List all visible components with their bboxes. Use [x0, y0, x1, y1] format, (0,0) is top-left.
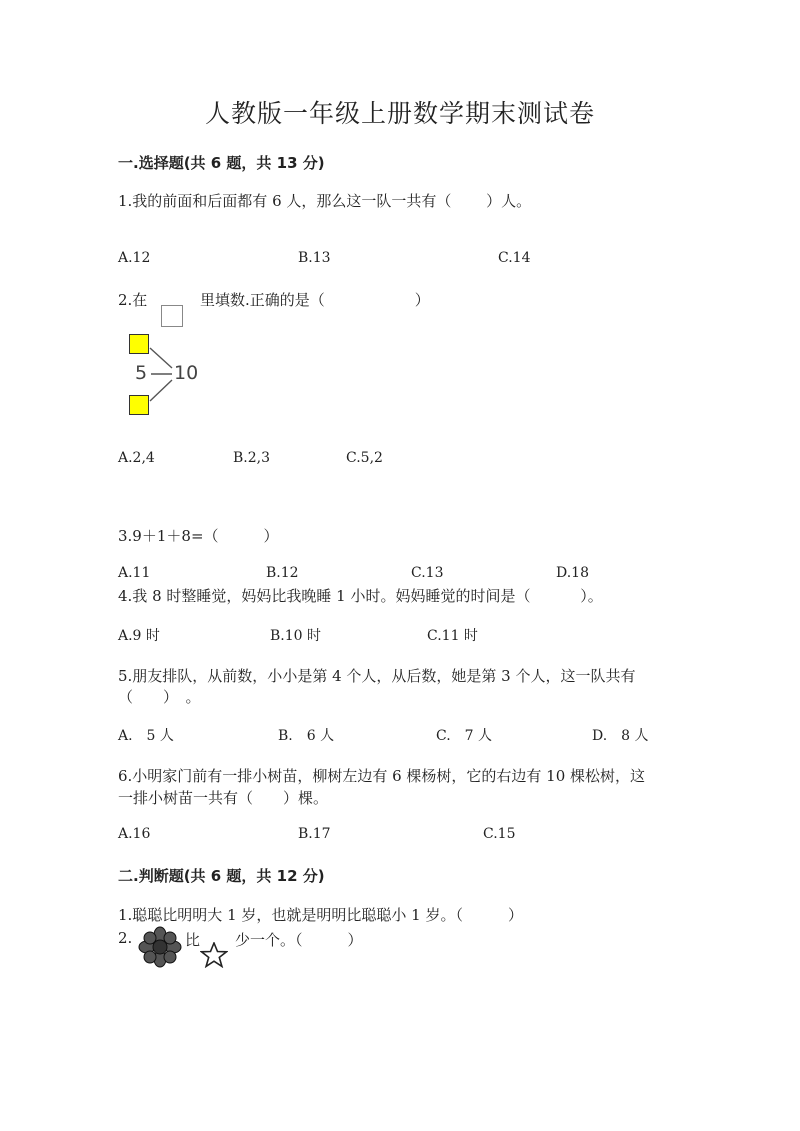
judgement-1: 1.聪聪比明明大 1 岁，也就是明明比聪聪小 1 岁。（ ）	[118, 906, 523, 924]
question-4: 4.我 8 时整睡觉，妈妈比我晚睡 1 小时。妈妈睡觉的时间是（ ）。	[118, 587, 603, 605]
q2-option-a: A.2,4	[118, 450, 155, 466]
question-5-line-2: （ ） 。	[118, 688, 201, 706]
question-2-prefix: 2.在	[118, 291, 148, 309]
q6-option-c: C.15	[483, 826, 516, 842]
q2-option-b: B.2,3	[233, 450, 271, 466]
q6-option-b: B.17	[298, 826, 331, 842]
q1-option-b: B.13	[298, 250, 331, 266]
q3-option-c: C.13	[411, 565, 444, 581]
q5-option-d: D. 8 人	[592, 728, 649, 744]
judgement-2-prefix: 2.	[118, 929, 133, 947]
q5-option-b: B. 6 人	[278, 728, 335, 744]
section-heading-choice: 一.选择题(共 6 题，共 13 分)	[118, 154, 325, 172]
question-5-line-1: 5.朋友排队，从前数，小小是第 4 个人，从后数，她是第 3 个人，这一队共有	[118, 667, 636, 685]
section-heading-judgement: 二.判断题(共 6 题，共 12 分)	[118, 867, 325, 885]
flower-icon	[136, 926, 184, 968]
q1-option-a: A.12	[118, 250, 151, 266]
question-1: 1.我的前面和后面都有 6 人，那么这一队一共有（ ）人。	[118, 192, 532, 210]
question-3: 3.9＋1＋8=（ ）	[118, 527, 279, 545]
q4-option-c: C.11 时	[427, 628, 478, 644]
number-split-figure	[122, 328, 210, 424]
blank-box-icon	[161, 305, 183, 327]
q3-option-a: A.11	[118, 565, 151, 581]
question-6-line-1: 6.小明家门前有一排小树苗，柳树左边有 6 棵杨树，它的右边有 10 棵松树，这	[118, 767, 646, 785]
q4-option-b: B.10 时	[270, 628, 322, 644]
q3-option-d: D.18	[556, 565, 589, 581]
figure-whole-number: 10	[174, 362, 199, 384]
q5-option-c: C. 7 人	[436, 728, 493, 744]
question-6-line-2: 一排小树苗一共有（ ）棵。	[118, 789, 329, 807]
q1-option-c: C.14	[498, 250, 531, 266]
q5-option-a: A. 5 人	[118, 728, 174, 744]
q2-option-c: C.5,2	[346, 450, 383, 466]
question-2-suffix: 里填数.正确的是（ ）	[200, 291, 430, 309]
q3-option-b: B.12	[266, 565, 299, 581]
judgement-2-mid: 比	[185, 931, 201, 949]
star-icon	[200, 942, 228, 968]
figure-lines	[122, 328, 210, 424]
q4-option-a: A.9 时	[118, 628, 160, 644]
figure-part-number: 5	[135, 362, 148, 384]
page-title: 人教版一年级上册数学期末测试卷	[204, 99, 595, 128]
q6-option-a: A.16	[118, 826, 151, 842]
judgement-2-suffix: 少一个。（ ）	[235, 931, 363, 949]
